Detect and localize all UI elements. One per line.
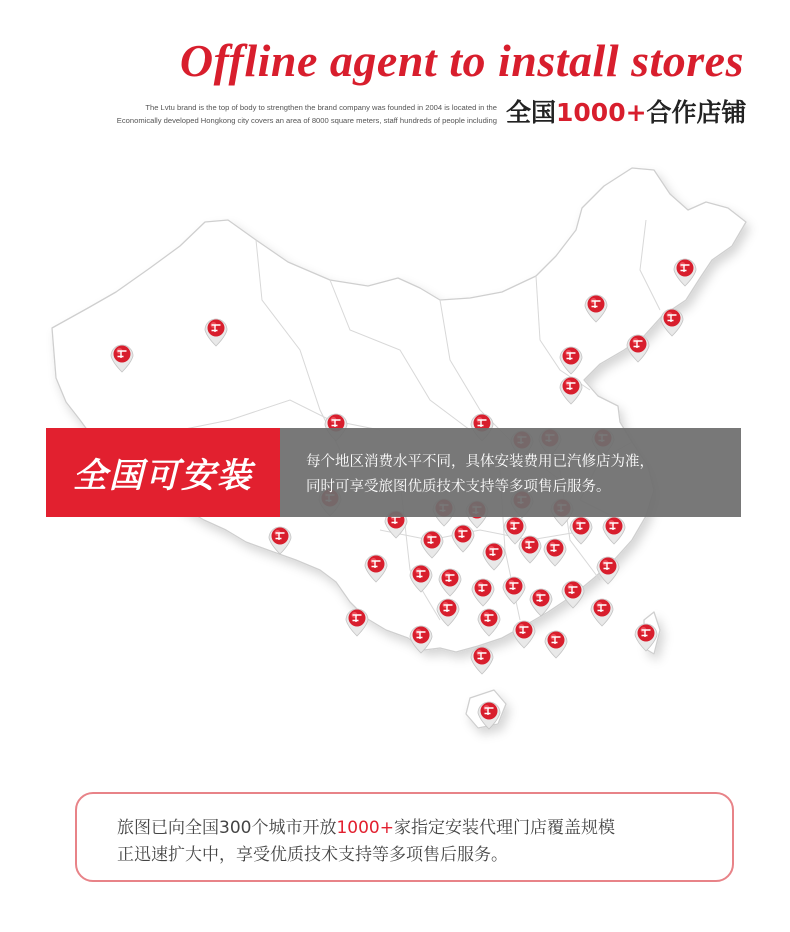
installable-nationwide-banner: 全国可安装: [46, 428, 280, 517]
store-pin-icon: [562, 581, 584, 608]
subtitle-prefix: 全国: [506, 98, 557, 127]
map-mainland-outline: [52, 168, 746, 652]
intro-line-2: Economically developed Hongkong city covers an area of 8000 square meters, staff hundreds of people including: [116, 116, 497, 125]
coverage-accent: 1000+: [336, 818, 394, 838]
intro-line-1: The Lvtu brand is the top of body to strengthen the brand company was founded in 2004 is located in the: [145, 103, 497, 112]
coverage-info-box: [75, 792, 734, 882]
store-pin-icon: [513, 621, 535, 648]
subtitle-suffix: 合作店铺: [646, 98, 747, 127]
intro-text: [112, 101, 497, 127]
store-pin-icon: [597, 557, 619, 584]
installation-note-line-1: 每个地区消费水平不同，具体安装费用已汽修店为准，: [306, 454, 654, 470]
store-pin-icon: [545, 631, 567, 658]
installation-note: [280, 428, 741, 517]
store-pin-icon: [471, 647, 493, 674]
installation-note-line-2: 同时可享受旅图优质技术支持等多项售后服务。: [306, 479, 611, 495]
store-pin-icon: [627, 335, 649, 362]
coverage-line-2: 正迅速扩大中，享受优质技术支持等多项售后服务。: [117, 845, 508, 865]
store-pin-icon: [591, 599, 613, 626]
store-count-title: [506, 93, 747, 129]
coverage-line-1: [117, 815, 732, 842]
store-pin-icon: [661, 309, 683, 336]
coverage-prefix: 旅图已向全国300个城市开放: [117, 818, 337, 838]
coverage-suffix: 家指定安装代理门店覆盖规模: [393, 818, 615, 838]
subtitle-accent: 1000+: [556, 98, 647, 127]
headline: Offline agent to install stores: [179, 35, 744, 86]
store-pin-icon: [346, 609, 368, 636]
